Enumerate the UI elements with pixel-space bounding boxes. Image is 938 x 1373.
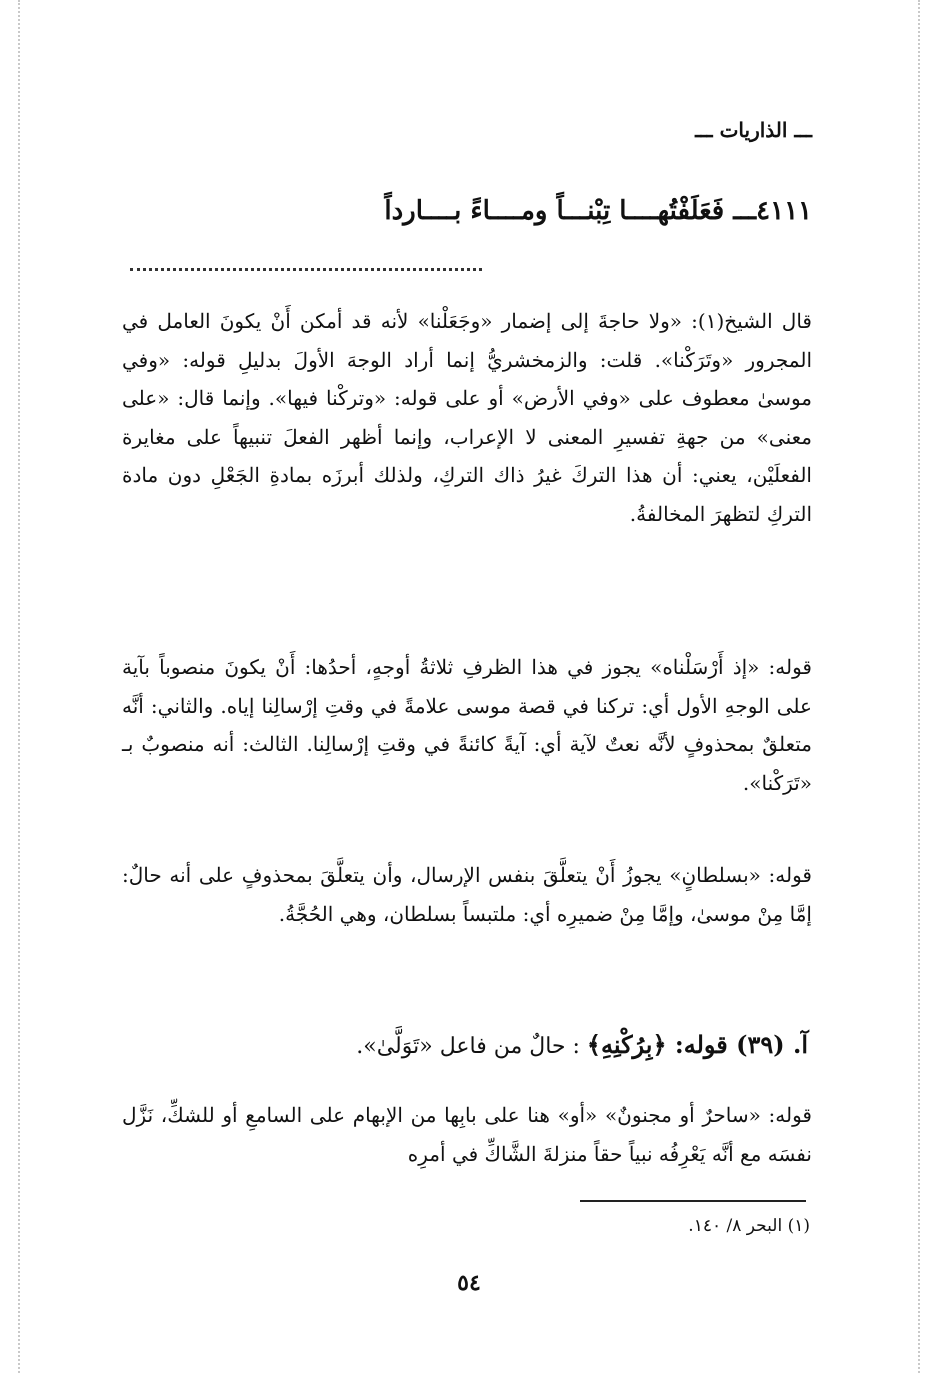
page-number: ٥٤ [457, 1270, 481, 1296]
paragraph-bisultan: قوله: «بسلطانٍ» يجوزُ أَنْ يتعلَّقَ بنفس الإرسال، وأن يتعلَّقَ بمحذوفٍ على أنه حالٌ: إمَّا مِنْ موسىٰ، وإمَّا مِنْ ضميرِه أي: ملتبساً بسلطان، وهي الحُجَّةُ. [122, 863, 812, 926]
paragraph-sahir-majnun: قوله: «ساحرٌ أو مجنونٌ» «أو» هنا على بابِها من الإبهام على السامعِ أو للشكِّ، نَزَّل نفسَه مع أنَّه يَعْرِفُه نبياً حقاً منزلةَ الشَّاكِّ في أمرِه [122, 1103, 812, 1166]
footnote-rule [580, 1200, 806, 1202]
left-edge-dots [18, 0, 20, 1373]
verse-heading-label: آ. (٣٩) قوله: ﴿بِرُكْنِهِ﴾ [586, 1030, 808, 1059]
verse-heading-rest: : حالٌ من فاعل «تَوَلَّىٰ». [356, 1034, 580, 1059]
paragraph-sheikh-quote: قال الشيخ(١): «ولا حاجةَ إلى إضمار «وجَعَلْنا» لأنه قد أمكن أَنْ يكونَ العامل في المجرور «وتَرَكْنا». قلت: والزمخشريُّ إنما أراد الوجهَ الأولَ بدليلِ قوله: «وفي موسىٰ معطوف على «وفي الأرض» أو على قوله: «وتركْنا فيها». وإنما قال: «على معنى» من جهةِ تفسيرِ المعنى لا الإعراب، وإنما أظهر الفعلَ تنبيهاً على مغايرة الفعلَيْن، يعني: أن هذا التركَ غيرُ ذاك التركِ، ولذلك أبرزَه بمادةِ الجَعْلِ دون مادة التركِ لتظهرَ المخالفةُ. [122, 309, 812, 526]
dotted-separator [130, 268, 482, 271]
right-edge-dots [918, 0, 920, 1373]
verse-heading [356, 1030, 808, 1059]
paragraph-idh-arsalnah: قوله: «إذ أَرْسَلْناه» يجوز في هذا الظرفِ ثلاثةُ أوجهٍ، أحدُها: أَنْ يكونَ منصوباً بآية على الوجهِ الأول أي: تركنا في قصة موسى علامةً في وقتِ إرْسالِنا إياه. والثاني: أنَّه متعلقٌ بمحذوفٍ لأنَّه نعتٌ لآية أي: آيةً كائنةً في وقتِ إرْسالِنا. الثالث: أنه منصوبٌ بـ «تَرَكْنا». [122, 655, 812, 795]
poetry-verse: ٤١١١ـــ فَعَلَفْتُهــــا تِبْنـــاً ومــــاءً بــــارداً [384, 196, 812, 226]
running-head: ـــ الذاريات ـــ [695, 118, 812, 142]
footnote: (١) البحر ٨/ ١٤٠. [688, 1216, 810, 1236]
